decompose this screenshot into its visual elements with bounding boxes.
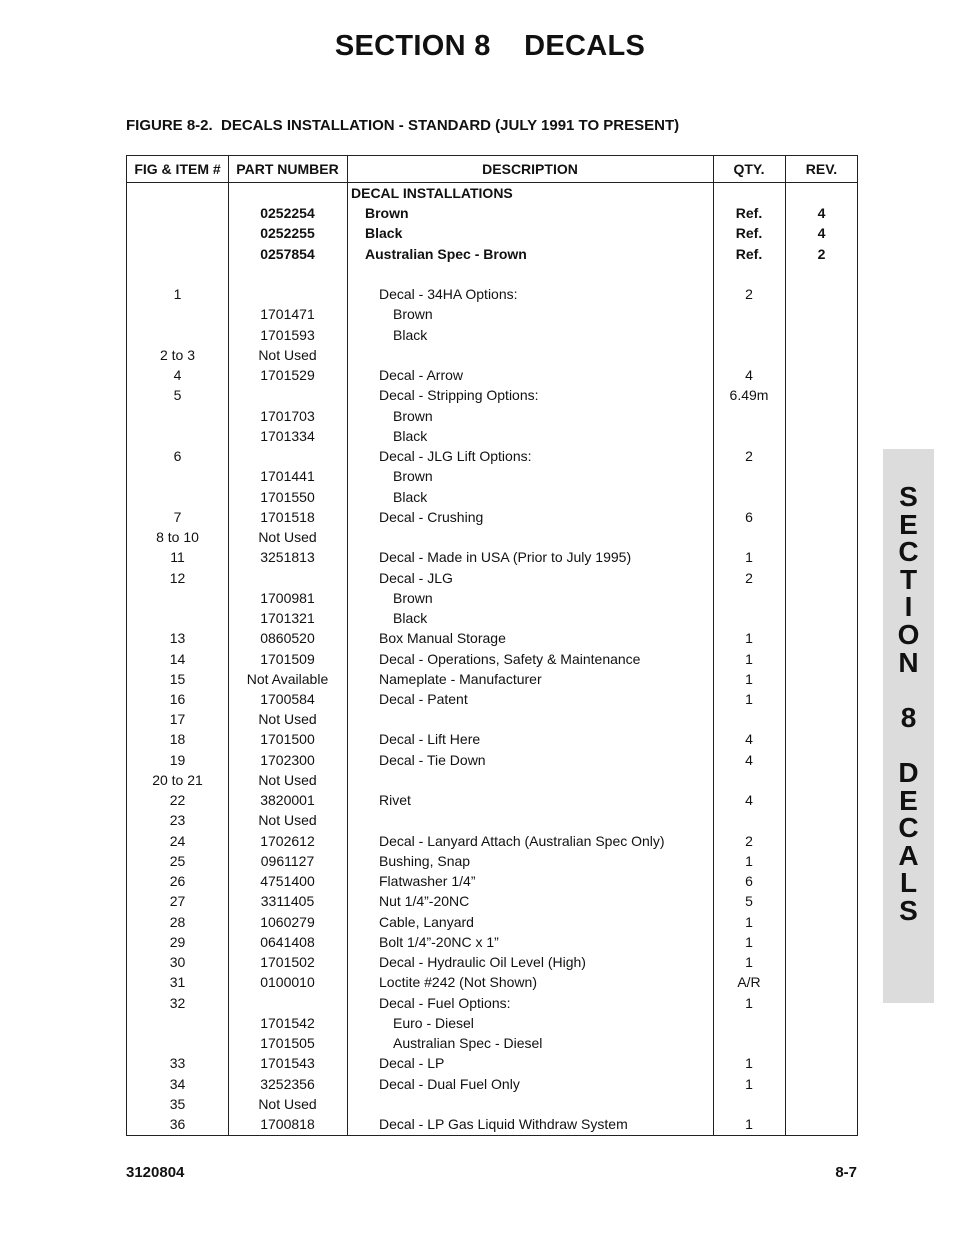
cell-description: Brown	[393, 306, 433, 323]
cell-fig-item: 30	[169, 954, 186, 971]
cell-qty: 2	[745, 569, 753, 586]
side-tab-letters	[883, 483, 934, 925]
table-row	[127, 709, 857, 729]
cell-description: Decal - Operations, Safety & Maintenance	[379, 650, 641, 667]
table-row	[127, 1094, 857, 1114]
cell-part-number: 1700981	[260, 589, 315, 606]
table-row	[127, 993, 857, 1013]
cell-description: Flatwasher 1/4”	[379, 873, 476, 890]
table-row	[127, 932, 857, 952]
section-title: SECTION 8 DECALS	[334, 30, 646, 62]
cell-qty: 1	[745, 954, 753, 971]
cell-fig-item: 36	[169, 1116, 186, 1133]
cell-description: Decal - Tie Down	[379, 751, 486, 768]
cell-fig-item: 27	[169, 893, 186, 910]
cell-description: Decal - LP	[379, 1055, 445, 1072]
table-row	[127, 912, 857, 932]
cell-description: Euro - Diesel	[393, 1014, 474, 1031]
cell-description: Decal - Lanyard Attach (Australian Spec Only)	[379, 832, 665, 849]
table-row	[127, 527, 857, 547]
cell-part-number: 1701593	[260, 326, 315, 343]
column-header-rev: REV.	[805, 161, 838, 177]
table-row	[127, 426, 857, 446]
cell-fig-item: 19	[169, 751, 186, 768]
cell-fig-item: 5	[173, 387, 182, 404]
side-tab-letter: C	[898, 536, 919, 568]
cell-fig-item: 1	[173, 286, 182, 303]
table-row	[127, 608, 857, 628]
cell-description: Decal - Lift Here	[379, 731, 481, 748]
cell-fig-item: 35	[169, 1095, 186, 1112]
cell-description: Decal - Dual Fuel Only	[379, 1075, 520, 1092]
side-tab-letter: I	[904, 591, 913, 623]
table-row	[127, 628, 857, 648]
cell-fig-item: 34	[169, 1075, 186, 1092]
cell-description: Bolt 1/4”-20NC x 1”	[379, 933, 499, 950]
cell-fig-item: 18	[169, 731, 186, 748]
cell-qty: 4	[745, 367, 753, 384]
table-row	[127, 284, 857, 304]
cell-qty: A/R	[737, 974, 761, 991]
table-row	[127, 244, 857, 264]
table-row	[127, 1074, 857, 1094]
cell-part-number: 3251813	[260, 549, 315, 566]
cell-description: DECAL INSTALLATIONS	[351, 185, 513, 201]
cell-fig-item: 23	[169, 812, 186, 829]
cell-part-number: 1701321	[260, 610, 315, 627]
cell-description: Decal - Stripping Options:	[379, 387, 539, 404]
cell-fig-item: 6	[173, 448, 182, 465]
cell-qty: 1	[745, 852, 753, 869]
side-tab-letter: E	[899, 508, 918, 540]
cell-part-number: 1702300	[260, 751, 315, 768]
cell-part-number: 1701550	[260, 488, 315, 505]
cell-description: Decal - Patent	[379, 691, 468, 707]
table-row	[127, 669, 857, 689]
cell-part-number: 1060279	[260, 913, 315, 930]
cell-part-number: 0860520	[260, 630, 315, 647]
cell-qty: 1	[745, 691, 753, 707]
cell-part-number: 3820001	[260, 792, 315, 809]
cell-part-number: 0100010	[260, 974, 315, 991]
cell-description: Australian Spec - Diesel	[393, 1035, 543, 1052]
table-row	[127, 223, 857, 243]
table-row	[127, 649, 857, 669]
cell-qty: Ref.	[735, 225, 763, 242]
cell-fig-item: 26	[169, 873, 186, 890]
cell-qty: 6	[745, 873, 753, 890]
cell-description: Decal - Crushing	[379, 508, 484, 525]
table-row	[127, 547, 857, 567]
cell-fig-item: 15	[169, 670, 186, 687]
cell-description: Brown	[393, 589, 433, 606]
cell-description: Decal - Fuel Options:	[379, 994, 511, 1011]
cell-description: Box Manual Storage	[379, 630, 506, 647]
cell-part-number: 1701509	[260, 650, 315, 667]
cell-qty: 4	[745, 731, 753, 748]
cell-fig-item: 8 to 10	[156, 529, 199, 546]
column-header-fig-item: FIG & ITEM #	[134, 161, 221, 177]
cell-description: Decal - Arrow	[379, 367, 464, 384]
column-header-qty: QTY.	[733, 161, 765, 177]
cell-description: Decal - 34HA Options:	[379, 286, 518, 303]
cell-part-number: 0252254	[260, 205, 315, 222]
table-row	[127, 972, 857, 992]
table-row	[127, 385, 857, 405]
table-row	[127, 1013, 857, 1033]
cell-fig-item: 28	[169, 913, 186, 930]
cell-fig-item: 17	[169, 711, 186, 728]
cell-part-number: Not Available	[246, 670, 329, 687]
cell-fig-item: 14	[169, 650, 186, 667]
cell-part-number: 1700584	[260, 691, 315, 707]
cell-description: Brown	[365, 205, 409, 222]
cell-part-number: Not Used	[258, 1095, 317, 1112]
section-side-tab	[883, 449, 934, 1003]
cell-part-number: 1701471	[260, 306, 315, 323]
cell-qty: 2	[745, 832, 753, 849]
table-row	[127, 365, 857, 385]
table-row	[127, 568, 857, 588]
table-row	[127, 871, 857, 891]
cell-fig-item: 33	[169, 1055, 186, 1072]
side-tab-letter: S	[899, 481, 918, 512]
cell-qty: 1	[745, 549, 753, 566]
table-row	[127, 487, 857, 507]
cell-part-number: 1701703	[260, 407, 315, 424]
cell-description: Nameplate - Manufacturer	[379, 670, 542, 687]
table-row	[127, 1114, 857, 1134]
table-row	[127, 1033, 857, 1053]
cell-description: Black	[393, 326, 428, 343]
cell-fig-item: 7	[173, 508, 182, 525]
table-row	[127, 304, 857, 324]
table-row	[127, 507, 857, 527]
side-tab-letter	[883, 676, 934, 704]
side-tab-letter: A	[898, 839, 919, 871]
side-tab-letter: D	[898, 756, 919, 788]
table-row	[127, 588, 857, 608]
cell-fig-item: 24	[169, 832, 186, 849]
cell-description: Decal - Hydraulic Oil Level (High)	[379, 954, 586, 971]
cell-part-number: 1701500	[260, 731, 315, 748]
side-tab-letter: C	[898, 812, 919, 844]
cell-part-number: 1701543	[260, 1055, 315, 1072]
cell-part-number: 3311405	[260, 893, 315, 910]
cell-part-number: Not Used	[258, 812, 317, 829]
cell-qty: 1	[745, 1055, 753, 1072]
table-row	[127, 831, 857, 851]
table-row	[127, 810, 857, 830]
cell-rev: 4	[817, 225, 826, 242]
cell-qty: 2	[745, 286, 753, 303]
cell-part-number: 0257854	[260, 245, 315, 262]
table-row	[127, 851, 857, 871]
cell-qty: 1	[745, 630, 753, 647]
cell-qty: 5	[745, 893, 753, 910]
cell-qty: 6	[745, 508, 753, 525]
cell-description: Black	[393, 610, 428, 627]
side-tab-letter: S	[899, 894, 918, 926]
cell-fig-item: 22	[169, 792, 186, 809]
cell-description: Brown	[393, 468, 433, 485]
cell-part-number: Not Used	[258, 529, 317, 546]
cell-qty: 4	[745, 751, 753, 768]
table-row	[127, 689, 857, 709]
table-row	[127, 891, 857, 911]
cell-part-number: 1701502	[260, 954, 315, 971]
footer-page-number: 8-7	[835, 1164, 857, 1181]
side-tab-letter: 8	[900, 701, 917, 733]
cell-description: Decal - JLG	[379, 569, 453, 586]
table-row	[127, 790, 857, 810]
cell-fig-item: 13	[169, 630, 186, 647]
cell-qty: 1	[745, 1116, 753, 1133]
cell-part-number: 1702612	[260, 832, 315, 849]
table-row	[127, 183, 857, 203]
table-row	[127, 729, 857, 749]
cell-fig-item: 32	[169, 994, 186, 1011]
cell-description: Decal - LP Gas Liquid Withdraw System	[379, 1116, 628, 1133]
cell-qty: 1	[745, 670, 753, 687]
cell-description: Nut 1/4”-20NC	[379, 893, 470, 910]
cell-description: Decal - Made in USA (Prior to July 1995)	[379, 549, 632, 566]
cell-qty: 1	[745, 650, 753, 667]
table-row	[127, 345, 857, 365]
cell-qty: 6.49m	[729, 387, 769, 404]
cell-qty: 1	[745, 933, 753, 950]
cell-fig-item: 2 to 3	[159, 346, 196, 363]
cell-part-number: 3252356	[260, 1075, 315, 1092]
column-header-part-number: PART NUMBER	[236, 161, 339, 177]
cell-part-number: 0641408	[260, 933, 315, 950]
cell-part-number: 1700818	[260, 1116, 315, 1133]
cell-description: Rivet	[379, 792, 411, 809]
cell-qty: 2	[745, 448, 753, 465]
table-row	[127, 952, 857, 972]
cell-qty: 4	[745, 792, 753, 809]
side-tab-letter: N	[898, 646, 919, 678]
cell-fig-item: 16	[169, 691, 186, 707]
table-row	[127, 446, 857, 466]
cell-qty: Ref.	[735, 205, 763, 222]
cell-part-number: 1701334	[260, 427, 315, 444]
cell-description: Loctite #242 (Not Shown)	[379, 974, 537, 991]
figure-title: FIGURE 8-2. DECALS INSTALLATION - STANDARD (JULY 1991 TO PRESENT)	[126, 117, 680, 134]
cell-part-number: 1701518	[260, 508, 315, 525]
table-row	[127, 325, 857, 345]
cell-part-number: Not Used	[258, 711, 317, 728]
cell-fig-item: 4	[173, 367, 182, 384]
footer-doc-number: 3120804	[126, 1164, 185, 1181]
cell-description: Black	[393, 488, 428, 505]
cell-part-number: 1701505	[260, 1035, 315, 1052]
table-row	[127, 770, 857, 790]
table-row	[127, 750, 857, 770]
cell-qty: 1	[745, 994, 753, 1011]
side-tab-letter: T	[899, 563, 918, 595]
cell-qty: 1	[745, 913, 753, 930]
cell-part-number: 0252255	[260, 225, 315, 242]
parts-table	[126, 155, 858, 1136]
side-tab-letter	[883, 731, 934, 759]
cell-description: Decal - JLG Lift Options:	[379, 448, 532, 465]
cell-qty: 1	[745, 1075, 753, 1092]
cell-description: Black	[393, 427, 428, 444]
side-tab-letter: L	[899, 867, 918, 899]
cell-fig-item: 25	[169, 852, 186, 869]
cell-fig-item: 29	[169, 933, 186, 950]
cell-description: Australian Spec - Brown	[365, 245, 527, 262]
table-row	[127, 264, 857, 284]
table-row	[127, 466, 857, 486]
cell-rev: 2	[817, 245, 826, 262]
cell-description: Cable, Lanyard	[379, 913, 474, 930]
cell-description: Black	[365, 225, 403, 242]
side-tab-letter: E	[899, 784, 918, 816]
cell-part-number: 1701441	[260, 468, 315, 485]
cell-part-number: 4751400	[260, 873, 315, 890]
cell-part-number: Not Used	[258, 771, 317, 788]
column-header-description: DESCRIPTION	[482, 161, 578, 177]
cell-part-number: 1701529	[260, 367, 315, 384]
cell-fig-item: 20 to 21	[152, 771, 203, 788]
cell-description: Brown	[393, 407, 433, 424]
cell-part-number: Not Used	[258, 346, 317, 363]
cell-fig-item: 12	[169, 569, 186, 586]
cell-part-number: 0961127	[260, 852, 315, 869]
cell-fig-item: 31	[169, 974, 186, 991]
cell-qty: Ref.	[735, 245, 763, 262]
cell-description: Bushing, Snap	[379, 852, 471, 869]
table-row	[127, 203, 857, 223]
cell-part-number: 1701542	[260, 1014, 315, 1031]
table-row	[127, 1053, 857, 1073]
cell-fig-item: 11	[170, 549, 185, 566]
cell-rev: 4	[817, 205, 826, 222]
table-row	[127, 406, 857, 426]
side-tab-letter: O	[897, 618, 920, 650]
